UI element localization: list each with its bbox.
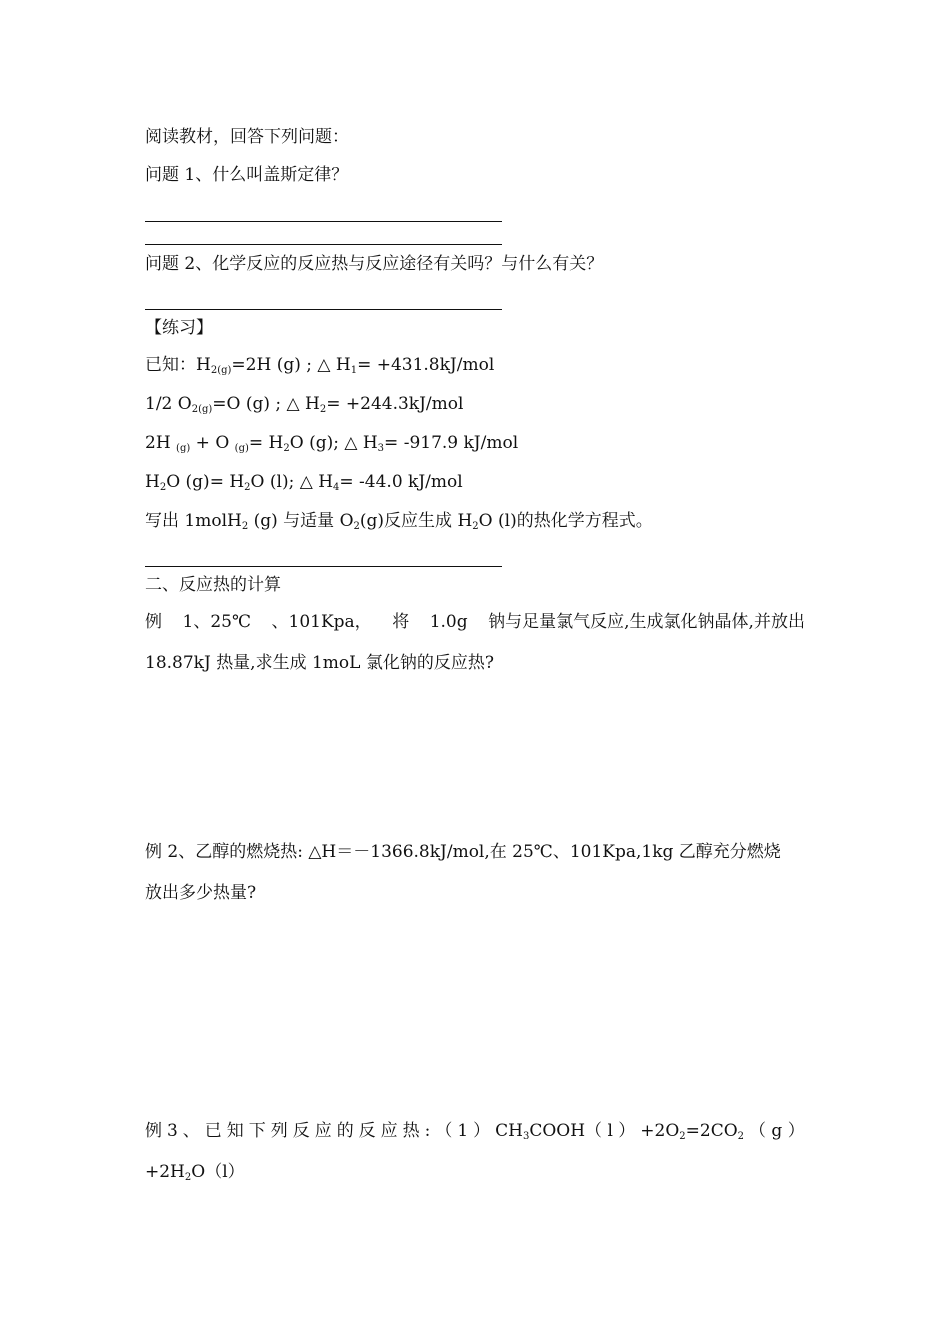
section-heading: 二、反应热的计算 [145, 575, 281, 595]
question-1: 问题 1、什么叫盖斯定律？ [145, 165, 349, 185]
question-2: 问题 2、化学反应的反应热与反应途径有关吗？与什么有关？ [145, 254, 604, 274]
intro-text: 阅读教材，回答下列问题： [145, 127, 349, 147]
practice-title: 【练习】 [145, 318, 213, 338]
equation-2: 1/2 $O_{2(g)}=O$ (g) ; △ $H_2= +244.3kJ/mol$ [145, 394, 464, 415]
example-1-line-2: 18.87kJ 热量,求生成 1moL 氯化钠的反应热? [145, 653, 494, 673]
answer-line [145, 244, 502, 245]
task-text: 写出 1molH$_2$ (g) 与适量 $O_2(g)$反应生成 $H_2O$ (l)的热化学方程式。 [145, 511, 653, 532]
formula-acetic-acid: $CH_3COOH$（ l ） [495, 1121, 636, 1142]
equation-1: 已知：$H_{2(g)}=2H$ (g) ; △ $H_1= +431.8kJ/mol$ [145, 355, 495, 376]
example-1-line-1: 例 1、25℃ 、101Kpa， 将 1.0g 钠与足量氯气反应,生成氯化钠晶体,并放出 [145, 612, 805, 632]
example-3-line-2: $+2H_2O(l)$ [145, 1162, 245, 1183]
formula-oxygen-co2: $+2O_2=2CO_2$ [640, 1121, 745, 1142]
equation-3: 2H $_{(g)}$ + O $_{(g)}= H_2O$ (g); △ $H_3= -917.9$ kJ/mol [145, 433, 519, 454]
answer-line [145, 309, 502, 310]
example-3-line-1: 例 3 、 已 知 下 列 反 应 的 反 应 热 : （ 1 ） $CH_3COOH$（ l ） $+2O_2=2CO_2$ （ g ） [145, 1121, 805, 1142]
answer-line [145, 221, 502, 222]
example-2-line-2: 放出多少热量? [145, 883, 257, 903]
answer-line [145, 566, 502, 567]
equation-4: $H_2O$ $(g)= H_2O$ (l); △ $H_4= -44.0$ kJ/mol [145, 472, 463, 493]
example-2-line-1: 例 2、乙醇的燃烧热: △H＝－1366.8kJ/mol,在 25℃、101Kpa,1kg 乙醇充分燃烧 [145, 842, 781, 862]
